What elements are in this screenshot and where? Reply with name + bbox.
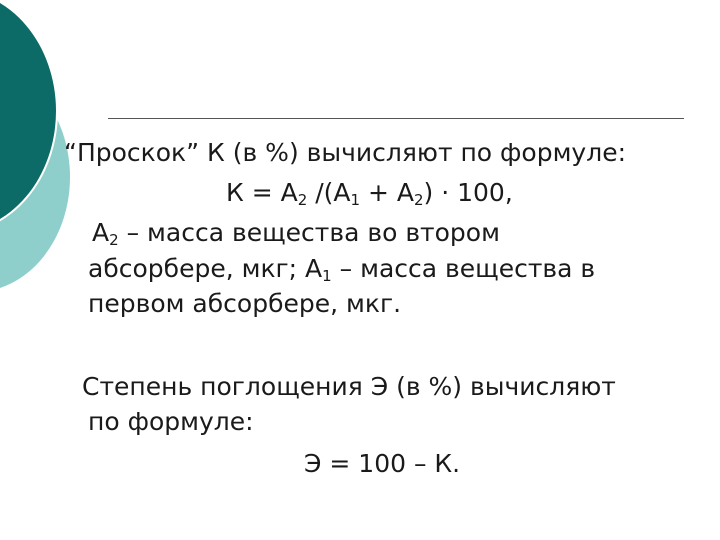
title-divider-line <box>108 118 684 119</box>
a2-definition-text: $А_2$ – масса вещества во втором <box>92 218 500 249</box>
definition-continuation-text: первом абсорбере, мкг. <box>88 289 402 318</box>
breakthrough-formula: $К = А_2$ $/(А_1 + А_2) \cdot 100$, <box>226 178 513 209</box>
a1-definition-text: абсорбере, мкг; $А_1$ – масса вещества в <box>88 254 596 285</box>
breakthrough-intro-text: “Проскок” К (в %) вычисляют по формуле: <box>64 138 627 167</box>
absorption-formula: Э = 100 – К. <box>304 449 461 478</box>
absorption-degree-text: Степень поглощения Э (в %) вычисляют <box>82 372 616 401</box>
absorption-degree-continuation: по формуле: <box>88 407 254 436</box>
